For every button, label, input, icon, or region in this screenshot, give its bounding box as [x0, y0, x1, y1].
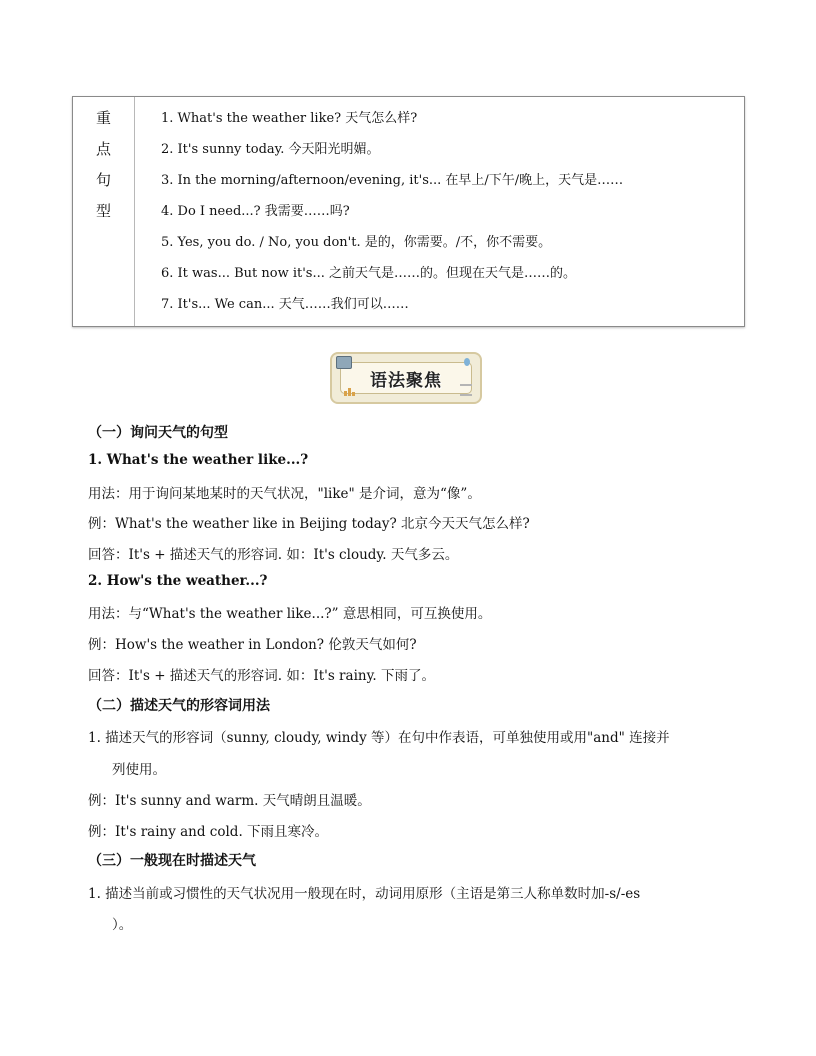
text-line: 用法：用于询问某地某时的天气状况，"like" 是介词，意为“像”。 [88, 486, 481, 502]
key-sentence: 2. It's sunny today. 今天阳光明媚。 [161, 142, 380, 157]
label-char: 型 [95, 202, 111, 220]
key-sentence: 7. It's... We can... 天气……我们可以…… [161, 297, 409, 312]
item-title: 2. How's the weather...? [88, 573, 268, 589]
grammar-focus-banner [330, 352, 482, 404]
text-line: 用法：与“What's the weather like...?” 意思相同，可互换使用。 [88, 606, 492, 622]
text-line: 回答：It's + 描述天气的形容词. 如：It's rainy. 下雨了。 [88, 668, 435, 684]
water-drop-icon [464, 358, 470, 366]
text-line: 1. 描述当前或习惯性的天气状况用一般现在时，动词用原形（主语是第三人称单数时加-s/-es [88, 886, 641, 902]
text-line: 1. 描述天气的形容词（sunny, cloudy, windy 等）在句中作表语，可单独使用或用"and" 连接并 [88, 730, 670, 746]
key-sentence: 4. Do I need...? 我需要……吗? [161, 204, 350, 219]
label-char: 句 [95, 171, 111, 189]
key-sentence: 1. What's the weather like? 天气怎么样? [161, 111, 418, 126]
label-char: 点 [95, 140, 111, 158]
section-heading: （二）描述天气的形容词用法 [88, 698, 270, 714]
label-char: 重 [95, 109, 111, 127]
table-label-column [73, 97, 135, 326]
item-title: 1. What's the weather like...? [88, 452, 309, 468]
text-line: 回答：It's + 描述天气的形容词. 如：It's cloudy. 天气多云。 [88, 547, 459, 563]
key-sentence: 3. In the morning/afternoon/evening, it's... 在早上/下午/晚上，天气是…… [161, 173, 624, 188]
key-sentences-table [72, 96, 745, 327]
text-line: 列使用。 [112, 762, 166, 778]
banner-title: 语法聚焦 [370, 371, 442, 391]
key-sentence: 5. Yes, you do. / No, you don't. 是的，你需要。/不，你不需要。 [161, 235, 552, 250]
section-heading: （三）一般现在时描述天气 [88, 853, 256, 869]
text-line: 例：It's rainy and cold. 下雨且寒冷。 [88, 824, 329, 840]
text-line: ）。 [112, 917, 133, 933]
key-sentence: 6. It was... But now it's... 之前天气是……的。但现在天气是……的。 [161, 266, 577, 281]
text-line: 例：What's the weather like in Beijing today? 北京今天天气怎么样? [88, 516, 530, 532]
section-heading: （一）询问天气的句型 [88, 425, 228, 441]
text-line: 例：It's sunny and warm. 天气晴朗且温暖。 [88, 793, 371, 809]
text-line: 例：How's the weather in London? 伦敦天气如何? [88, 637, 417, 653]
